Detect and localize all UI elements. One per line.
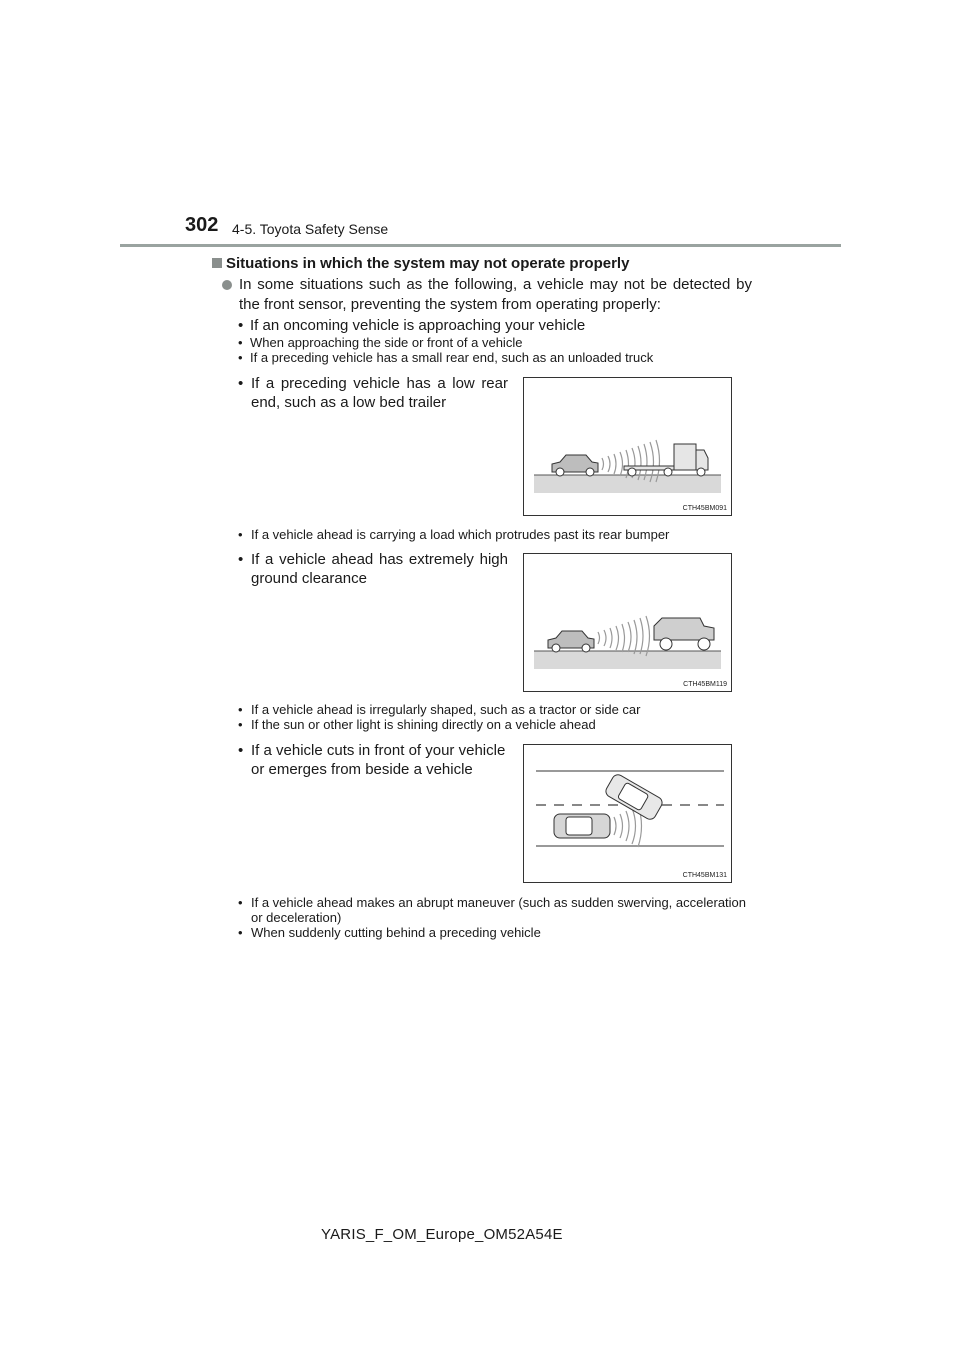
square-icon — [212, 258, 222, 268]
list-item — [238, 717, 746, 732]
list-item-text: If a vehicle ahead is carrying a load which protrudes past its rear bumper — [251, 527, 670, 542]
own-car-icon — [552, 455, 598, 476]
own-car-icon — [554, 814, 610, 838]
list-item — [238, 550, 508, 588]
list-item-text: If an oncoming vehicle is approaching your vehicle — [250, 317, 586, 334]
bullet-marker: • — [238, 335, 243, 350]
list-item — [238, 895, 746, 925]
bullet-marker: • — [238, 717, 243, 732]
lead-paragraph — [222, 275, 752, 315]
list-item — [238, 374, 508, 412]
footer-doc-id: YARIS_F_OM_Europe_OM52A54E — [321, 1226, 563, 1243]
list-item-text: If a vehicle ahead is irregularly shaped, such as a tractor or side car — [251, 702, 641, 717]
figure-low-bed-trailer — [523, 377, 732, 516]
list-item-text: If a preceding vehicle has a small rear end, such as an unloaded truck — [250, 350, 654, 365]
bullet-marker: • — [238, 742, 244, 759]
circle-bullet-icon — [222, 280, 232, 290]
list-item — [238, 335, 522, 350]
figure-high-clearance — [523, 553, 732, 692]
list-item-text: If a vehicle cuts in front of your vehicle or emerges from beside a vehicle — [251, 742, 506, 778]
bullet-marker: • — [238, 375, 244, 392]
list-item — [238, 350, 653, 365]
bullet-marker: • — [238, 925, 243, 940]
list-item-text: When approaching the side or front of a vehicle — [250, 335, 523, 350]
list-item-text: If a vehicle ahead has extremely high ground clearance — [251, 551, 508, 587]
figure-code: CTH45BM091 — [682, 505, 727, 512]
figure-code: CTH45BM131 — [682, 872, 727, 879]
subsection-heading-text: Situations in which the system may not operate properly — [226, 255, 630, 272]
list-item-text: If the sun or other light is shining directly on a vehicle ahead — [251, 717, 596, 732]
list-item-text: When suddenly cutting behind a preceding vehicle — [251, 925, 541, 940]
subsection-heading — [212, 255, 629, 272]
page-number: 302 — [185, 214, 219, 236]
trailer-truck-icon — [624, 444, 708, 476]
bullet-marker: • — [238, 702, 243, 717]
bullet-marker: • — [238, 527, 243, 542]
bullet-marker: • — [238, 895, 243, 910]
cut-in-illustration — [524, 745, 731, 882]
high-clearance-illustration — [524, 554, 731, 691]
section-title: 4-5. Toyota Safety Sense — [232, 221, 389, 237]
lead-text: In some situations such as the following, a vehicle may not be detected by the front sensor, preventing the system from operating properly: — [239, 276, 752, 313]
list-item — [238, 317, 585, 334]
list-item-text: If a vehicle ahead makes an abrupt maneuver (such as sudden swerving, acceleration or deceleration) — [251, 895, 747, 925]
list-item-text: If a preceding vehicle has a low rear end, such as a low bed trailer — [251, 375, 508, 411]
list-item — [238, 702, 746, 717]
header-rule — [120, 244, 841, 247]
figure-code: CTH45BM119 — [683, 681, 727, 688]
suv-icon — [654, 618, 714, 650]
sensor-wave-icon — [598, 616, 650, 656]
low-bed-trailer-illustration — [524, 378, 731, 515]
own-car-icon — [548, 631, 594, 652]
bullet-marker: • — [238, 551, 244, 568]
list-item — [238, 925, 746, 940]
bullet-marker: • — [238, 317, 244, 334]
bullet-marker: • — [238, 350, 243, 365]
list-item — [238, 741, 508, 779]
list-item — [238, 527, 746, 542]
figure-cut-in — [523, 744, 732, 883]
